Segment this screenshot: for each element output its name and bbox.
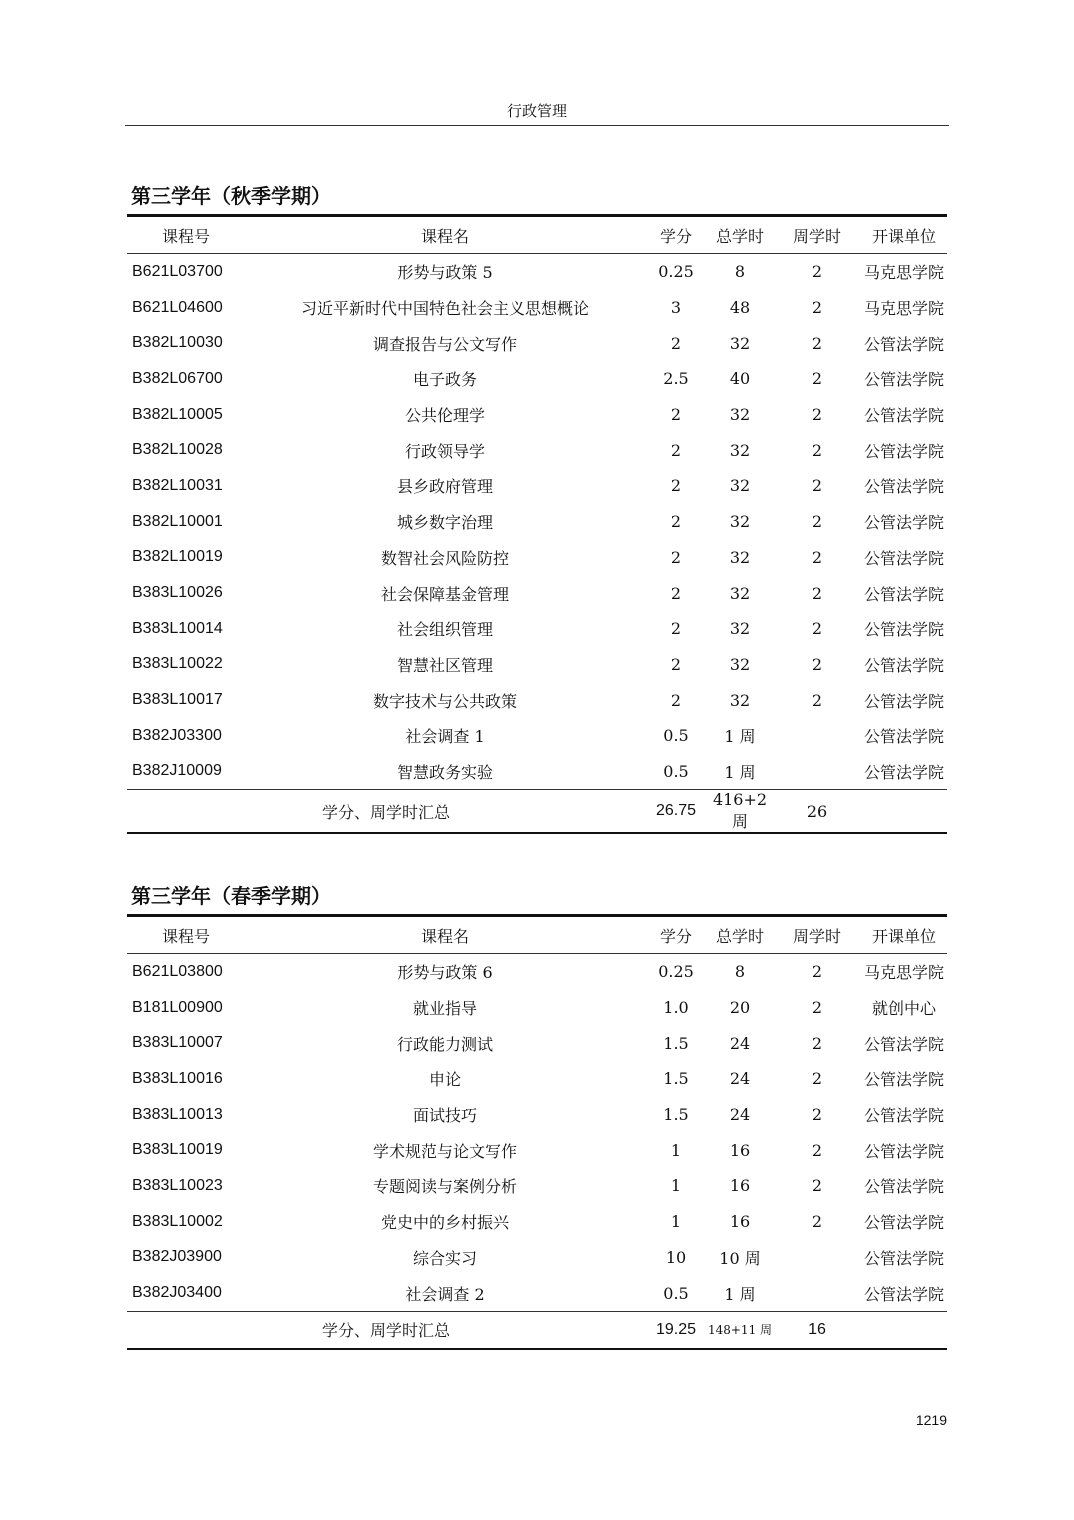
weekly-hours: 2 — [811, 1140, 823, 1160]
col-header-credits: 学分 — [645, 216, 707, 254]
weekly-hours — [773, 1275, 861, 1311]
course-name: 专题阅读与案例分析 — [372, 1177, 517, 1197]
summary-row — [127, 790, 947, 834]
department: 公管法学院 — [863, 1248, 944, 1268]
weekly-hours: 2 — [811, 1105, 823, 1125]
course-code: B383L10022 — [132, 655, 223, 673]
course-name: 数智社会风险防控 — [380, 548, 509, 568]
table-row — [127, 682, 947, 718]
col-header-code: 课程号 — [127, 916, 245, 954]
total-hours: 32 — [729, 476, 751, 496]
weekly-hours: 2 — [811, 1176, 823, 1196]
total-hours: 32 — [729, 654, 751, 674]
course-code: B382J03400 — [132, 1284, 222, 1302]
credits: 1 — [670, 1176, 682, 1196]
course-code: B382L10001 — [132, 512, 223, 530]
credits: 0.5 — [663, 1283, 689, 1303]
course-name: 社会调查 2 — [405, 1284, 485, 1304]
course-name: 社会组织管理 — [396, 620, 493, 640]
running-header: 行政管理 — [125, 100, 949, 126]
course-code: B383L10002 — [132, 1212, 223, 1230]
total-hours: 16 — [729, 1140, 751, 1160]
credits: 2 — [670, 405, 682, 425]
total-hours: 32 — [729, 512, 751, 532]
credits: 0.25 — [658, 962, 694, 982]
credits: 1.5 — [663, 1069, 689, 1089]
total-hours: 8 — [734, 962, 746, 982]
weekly-hours: 2 — [811, 369, 823, 389]
course-code: B383L10023 — [132, 1176, 223, 1194]
course-code: B382L06700 — [132, 369, 223, 387]
col-header-credits: 学分 — [645, 916, 707, 954]
total-hours: 24 — [729, 1069, 751, 1089]
course-code: B621L04600 — [132, 298, 223, 316]
table-row — [127, 575, 947, 611]
course-name: 面试技巧 — [412, 1106, 477, 1126]
course-name: 智慧社区管理 — [396, 655, 493, 675]
credits: 1 — [670, 1212, 682, 1232]
department: 马克思学院 — [863, 263, 944, 283]
department: 公管法学院 — [863, 1177, 944, 1197]
credits: 1.5 — [663, 1105, 689, 1125]
department: 马克思学院 — [863, 299, 944, 319]
table-header-row — [127, 916, 947, 954]
summary-label: 学分、周学时汇总 — [127, 1311, 645, 1349]
course-name: 公共伦理学 — [404, 406, 485, 426]
course-name: 学术规范与论文写作 — [372, 1141, 517, 1161]
total-hours: 20 — [729, 998, 751, 1018]
course-code: B382J03900 — [132, 1248, 222, 1266]
credits: 2 — [670, 690, 682, 710]
col-header-name: 课程名 — [245, 916, 645, 954]
department: 公管法学院 — [863, 1213, 944, 1233]
credits: 2 — [670, 512, 682, 532]
col-header-code: 课程号 — [127, 216, 245, 254]
course-name: 综合实习 — [412, 1248, 477, 1268]
summary-empty — [861, 790, 947, 834]
course-code: B621L03700 — [132, 262, 223, 280]
total-hours: 32 — [729, 440, 751, 460]
total-hours: 24 — [729, 1105, 751, 1125]
table-row — [127, 1204, 947, 1240]
weekly-hours: 2 — [811, 654, 823, 674]
col-header-department: 开课单位 — [861, 916, 947, 954]
table-row — [127, 468, 947, 504]
summary-weekly: 16 — [773, 1311, 861, 1349]
table-row — [127, 254, 947, 290]
table-row — [127, 990, 947, 1026]
course-name: 县乡政府管理 — [396, 477, 493, 497]
course-code: B382L10005 — [132, 405, 223, 423]
department: 公管法学院 — [863, 334, 944, 354]
weekly-hours — [773, 754, 861, 790]
department: 公管法学院 — [863, 406, 944, 426]
summary-empty — [861, 1311, 947, 1349]
col-header-weekly-hours: 周学时 — [773, 916, 861, 954]
total-hours: 8 — [734, 262, 746, 282]
weekly-hours: 2 — [811, 512, 823, 532]
course-name: 电子政务 — [412, 370, 477, 390]
col-header-department: 开课单位 — [861, 216, 947, 254]
table-row — [127, 397, 947, 433]
table-row — [127, 718, 947, 754]
total-hours: 32 — [729, 405, 751, 425]
department: 马克思学院 — [863, 963, 944, 983]
weekly-hours: 2 — [811, 1069, 823, 1089]
course-code: B383L10013 — [132, 1105, 223, 1123]
table-row — [127, 1132, 947, 1168]
summary-hours: 148+11 周 — [707, 1311, 773, 1349]
course-name: 形势与政策 6 — [397, 963, 493, 983]
course-name: 行政能力测试 — [396, 1034, 493, 1054]
table-row — [127, 1061, 947, 1097]
weekly-hours — [773, 1240, 861, 1276]
table-row — [127, 1275, 947, 1311]
credits: 2 — [670, 547, 682, 567]
department: 公管法学院 — [863, 1106, 944, 1126]
total-hours: 1 周 — [724, 727, 756, 747]
table-row — [127, 1025, 947, 1061]
course-code: B383L10016 — [132, 1069, 223, 1087]
credits: 2 — [670, 476, 682, 496]
department: 公管法学院 — [863, 691, 944, 711]
total-hours: 48 — [729, 298, 751, 318]
credits: 2 — [670, 619, 682, 639]
summary-label: 学分、周学时汇总 — [127, 790, 645, 834]
spring-course-table — [127, 914, 947, 1350]
course-name: 习近平新时代中国特色社会主义思想概论 — [300, 299, 589, 319]
course-name: 智慧政务实验 — [396, 762, 493, 782]
table-row — [127, 611, 947, 647]
table-row — [127, 432, 947, 468]
credits: 10 — [665, 1247, 687, 1267]
table-row — [127, 325, 947, 361]
course-name: 社会保障基金管理 — [380, 584, 509, 604]
course-code: B383L10026 — [132, 584, 223, 602]
weekly-hours: 2 — [811, 405, 823, 425]
course-name: 申论 — [428, 1070, 461, 1090]
summary-hours: 416+2 周 — [707, 790, 773, 834]
department: 公管法学院 — [863, 727, 944, 747]
department: 公管法学院 — [863, 1141, 944, 1161]
department: 公管法学院 — [863, 655, 944, 675]
table-row — [127, 290, 947, 326]
department: 公管法学院 — [863, 1284, 944, 1304]
department: 公管法学院 — [863, 620, 944, 640]
course-code: B383L10017 — [132, 691, 223, 709]
total-hours: 16 — [729, 1212, 751, 1232]
course-name: 行政领导学 — [404, 441, 485, 461]
weekly-hours: 2 — [811, 1033, 823, 1053]
course-name: 数字技术与公共政策 — [372, 691, 517, 711]
department: 就创中心 — [871, 999, 936, 1019]
summary-credits: 19.25 — [645, 1311, 707, 1349]
credits: 0.5 — [663, 726, 689, 746]
total-hours: 32 — [729, 583, 751, 603]
department: 公管法学院 — [863, 1070, 944, 1090]
weekly-hours: 2 — [811, 619, 823, 639]
col-header-weekly-hours: 周学时 — [773, 216, 861, 254]
credits: 0.5 — [663, 761, 689, 781]
course-code: B382J03300 — [132, 726, 222, 744]
course-code: B383L10014 — [132, 619, 223, 637]
total-hours: 24 — [729, 1033, 751, 1053]
table-row — [127, 1097, 947, 1133]
credits: 2 — [670, 654, 682, 674]
total-hours: 16 — [729, 1176, 751, 1196]
course-code: B383L10007 — [132, 1034, 223, 1052]
course-name: 城乡数字治理 — [396, 513, 493, 533]
course-name: 党史中的乡村振兴 — [380, 1213, 509, 1233]
table-row — [127, 540, 947, 576]
table-row — [127, 1168, 947, 1204]
total-hours: 32 — [729, 690, 751, 710]
total-hours: 10 周 — [719, 1248, 761, 1268]
table-row — [127, 954, 947, 990]
weekly-hours: 2 — [811, 962, 823, 982]
course-code: B181L00900 — [132, 998, 223, 1016]
weekly-hours — [773, 718, 861, 754]
credits: 1.5 — [663, 1033, 689, 1053]
department: 公管法学院 — [863, 762, 944, 782]
credits: 0.25 — [658, 262, 694, 282]
total-hours: 1 周 — [724, 762, 756, 782]
page-number: 1219 — [915, 1412, 947, 1428]
spring-section-title: 第三学年（春季学期） — [131, 884, 331, 908]
course-name: 就业指导 — [412, 999, 477, 1019]
department: 公管法学院 — [863, 441, 944, 461]
credits: 2.5 — [663, 369, 689, 389]
credits: 2 — [670, 440, 682, 460]
course-code: B382L10030 — [132, 334, 223, 352]
department: 公管法学院 — [863, 513, 944, 533]
total-hours: 1 周 — [724, 1284, 756, 1304]
weekly-hours: 2 — [811, 547, 823, 567]
table-row — [127, 361, 947, 397]
credits: 2 — [670, 583, 682, 603]
course-name: 调查报告与公文写作 — [372, 334, 517, 354]
course-code: B383L10019 — [132, 1141, 223, 1159]
total-hours: 32 — [729, 333, 751, 353]
total-hours: 40 — [729, 369, 751, 389]
table-row — [127, 647, 947, 683]
credits: 1.0 — [663, 998, 689, 1018]
autumn-section-title: 第三学年（秋季学期） — [131, 184, 331, 208]
total-hours: 32 — [729, 547, 751, 567]
table-header-row — [127, 216, 947, 254]
credits: 3 — [670, 298, 682, 318]
table-row — [127, 504, 947, 540]
course-name: 社会调查 1 — [405, 727, 485, 747]
total-hours: 32 — [729, 619, 751, 639]
col-header-total-hours: 总学时 — [707, 916, 773, 954]
course-code: B621L03800 — [132, 962, 223, 980]
weekly-hours: 2 — [811, 998, 823, 1018]
department: 公管法学院 — [863, 1034, 944, 1054]
course-code: B382J10009 — [132, 762, 222, 780]
summary-credits: 26.75 — [645, 790, 707, 834]
weekly-hours: 2 — [811, 262, 823, 282]
col-header-name: 课程名 — [245, 216, 645, 254]
weekly-hours: 2 — [811, 1212, 823, 1232]
credits: 2 — [670, 333, 682, 353]
course-name: 形势与政策 5 — [397, 263, 493, 283]
weekly-hours: 2 — [811, 476, 823, 496]
weekly-hours: 2 — [811, 583, 823, 603]
autumn-course-table — [127, 214, 947, 834]
col-header-total-hours: 总学时 — [707, 216, 773, 254]
weekly-hours: 2 — [811, 440, 823, 460]
table-row — [127, 1240, 947, 1276]
course-code: B382L10031 — [132, 476, 223, 494]
department: 公管法学院 — [863, 584, 944, 604]
table-row — [127, 754, 947, 790]
course-code: B382L10019 — [132, 548, 223, 566]
weekly-hours: 2 — [811, 690, 823, 710]
weekly-hours: 2 — [811, 333, 823, 353]
course-code: B382L10028 — [132, 441, 223, 459]
credits: 1 — [670, 1140, 682, 1160]
department: 公管法学院 — [863, 370, 944, 390]
weekly-hours: 2 — [811, 298, 823, 318]
department: 公管法学院 — [863, 548, 944, 568]
department: 公管法学院 — [863, 477, 944, 497]
summary-row — [127, 1311, 947, 1349]
summary-weekly: 26 — [773, 790, 861, 834]
